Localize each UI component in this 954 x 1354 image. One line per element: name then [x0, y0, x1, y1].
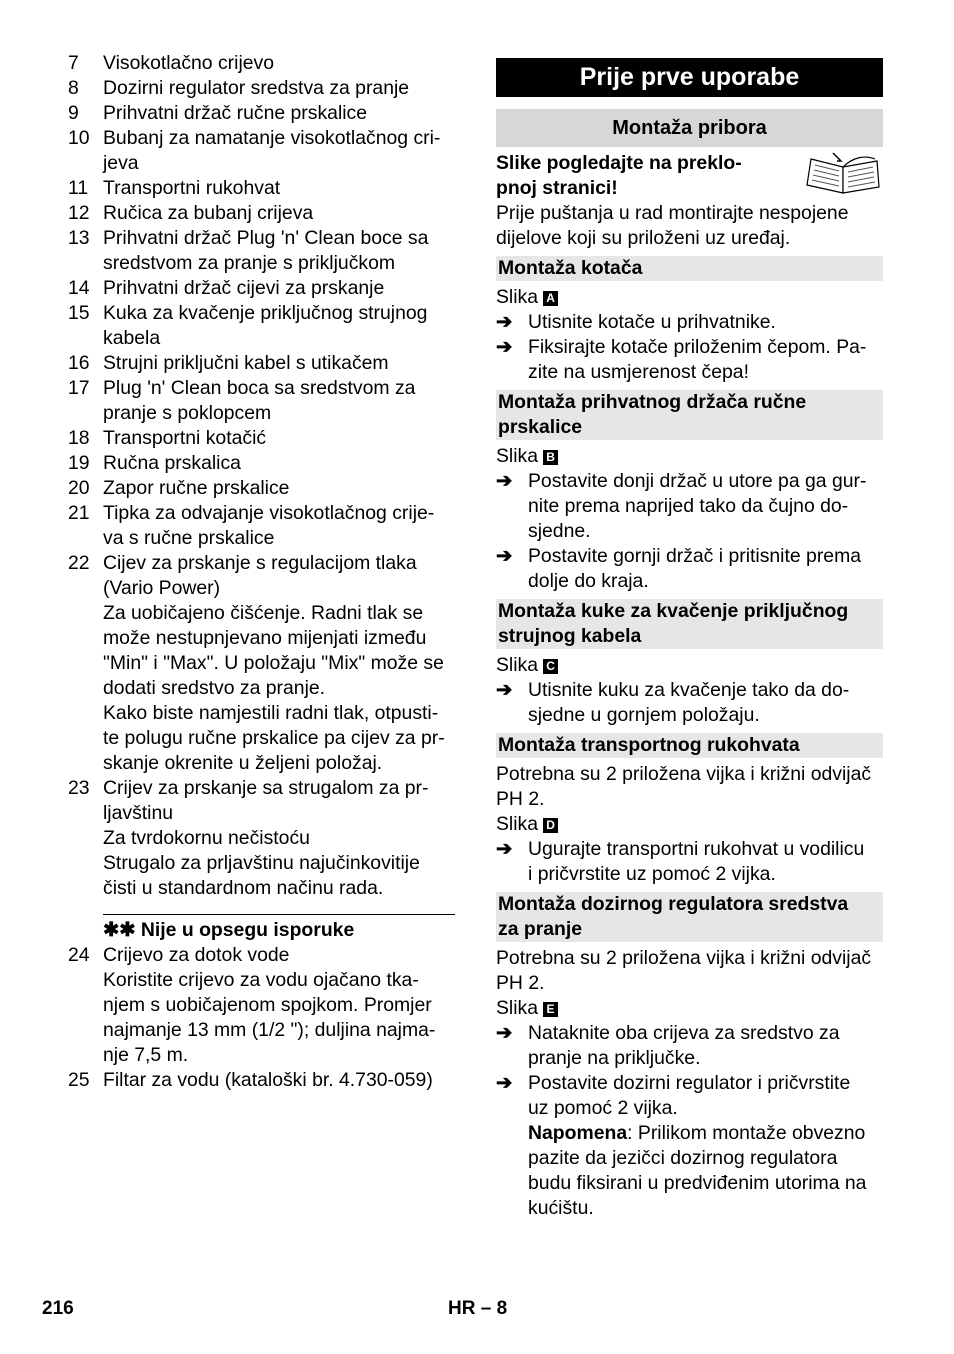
instruction-text	[528, 1071, 883, 1221]
list-item	[68, 551, 460, 776]
item-text-line: va s ručne prskalice	[103, 527, 275, 549]
subsection-heading-line: Montaža transportnog rukohvata	[498, 734, 800, 756]
instruction-step	[496, 837, 883, 887]
subsection-heading	[496, 256, 883, 281]
list-item	[68, 301, 460, 351]
figure-reference	[496, 653, 883, 678]
requirement-line: PH 2.	[496, 972, 545, 994]
page-number: 216	[42, 1298, 74, 1319]
figure-letter-badge: E	[543, 1002, 558, 1017]
figure-label: Slika	[496, 445, 539, 467]
subsection-heading	[496, 599, 883, 649]
separator-line	[103, 914, 455, 915]
item-text	[103, 301, 460, 351]
item-number: 20	[68, 477, 90, 499]
note-line: budu fiksirani u predviđenim utorima na	[528, 1172, 867, 1194]
instruction-line: nite prema naprijed tako da čujno do-	[528, 495, 849, 517]
instruction-text	[528, 678, 883, 728]
item-text	[103, 943, 460, 1068]
item-text	[103, 776, 460, 901]
item-text-line: Transportni rukohvat	[103, 177, 281, 199]
subsection-heading	[496, 390, 883, 440]
list-item	[68, 126, 460, 176]
assembly-sections	[496, 256, 883, 1221]
item-text	[103, 276, 460, 301]
item-text	[103, 76, 460, 101]
item-text-line: ljavštinu	[103, 802, 174, 824]
list-item	[68, 501, 460, 551]
arrow-icon: ➔	[496, 545, 513, 567]
item-number: 25	[68, 1069, 90, 1091]
footer-section: HR – 8	[448, 1298, 508, 1319]
note-line	[528, 1121, 883, 1146]
note-line: pazite da jezičci dozirnog regulatora	[528, 1147, 838, 1169]
item-text-line: Plug 'n' Clean boca sa sredstvom za	[103, 377, 416, 399]
item-text-line: njem s uobičajenom spojkom. Promjer	[103, 994, 432, 1016]
instruction-line: Fiksirajte kotače priloženim čepom. Pa-	[528, 336, 867, 358]
item-text-line: Crijev za prskanje sa strugalom za pr-	[103, 777, 429, 799]
figure-label: Slika	[496, 997, 539, 1019]
item-number: 12	[68, 202, 90, 224]
subsection-heading-line: za pranje	[498, 918, 583, 940]
list-item	[68, 351, 460, 376]
figure-label: Slika	[496, 286, 539, 308]
figure-reference	[496, 444, 883, 469]
item-text	[103, 1068, 460, 1093]
item-text	[103, 476, 460, 501]
item-text-line: može nestupnjevano mijenjati između	[103, 627, 427, 649]
item-text-line: Prihvatni držač Plug 'n' Clean boce sa	[103, 227, 429, 249]
list-item	[68, 451, 460, 476]
item-number: 11	[68, 177, 89, 199]
item-text-line: nje 7,5 m.	[103, 1044, 189, 1066]
instruction-line: zite na usmjerenost čepa!	[528, 361, 749, 383]
instruction-line: Postavite dozirni regulator i pričvrstite	[528, 1072, 851, 1094]
figure-reference	[496, 996, 883, 1021]
not-included-label: Nije u opsegu isporuke	[140, 919, 355, 941]
figure-letter-badge: D	[543, 818, 558, 833]
note-line: kućištu.	[528, 1197, 594, 1219]
item-text-line: Zapor ručne prskalice	[103, 477, 290, 499]
item-text-line: Transportni kotačić	[103, 427, 267, 449]
list-item	[68, 943, 460, 1068]
note-text: : Prilikom montaže obvezno	[627, 1122, 866, 1144]
list-item	[68, 226, 460, 276]
instruction-step	[496, 469, 883, 544]
requirement-line: PH 2.	[496, 788, 545, 810]
item-text-line: Strugalo za prljavštinu najučinkovitije	[103, 852, 420, 874]
list-item	[68, 51, 460, 76]
item-text-line: Strujni priključni kabel s utikačem	[103, 352, 389, 374]
item-text	[103, 101, 460, 126]
list-item	[68, 276, 460, 301]
instruction-step	[496, 544, 883, 594]
item-number: 21	[68, 502, 90, 524]
item-number: 16	[68, 352, 90, 374]
item-number: 24	[68, 944, 90, 966]
item-text	[103, 551, 460, 776]
item-text-line: Za tvrdokornu nečistoću	[103, 827, 310, 849]
subsection-heading-line: strujnog kabela	[498, 625, 642, 647]
page-title: Prije prve uporabe	[496, 58, 883, 97]
instruction-text	[528, 837, 883, 887]
subsection-heading-line: prskalice	[498, 416, 583, 438]
arrow-icon: ➔	[496, 1022, 513, 1044]
item-number: 9	[68, 102, 79, 124]
instruction-line: Ugurajte transportni rukohvat u vodilicu	[528, 838, 865, 860]
instruction-text	[528, 335, 883, 385]
arrow-icon: ➔	[496, 311, 513, 333]
item-number: 15	[68, 302, 90, 324]
intro-bold-line-1: Slike pogledajte na preklo-	[496, 152, 742, 174]
instruction-line: Postavite gornji držač i pritisnite prema	[528, 545, 862, 567]
note-label: Napomena	[528, 1122, 628, 1144]
instruction-text	[528, 544, 883, 594]
item-text	[103, 351, 460, 376]
item-number: 23	[68, 777, 90, 799]
subsection-heading-line: Montaža dozirnog regulatora sredstva	[498, 893, 849, 915]
figure-letter-badge: C	[543, 659, 558, 674]
item-text-line: Cijev za prskanje s regulacijom tlaka	[103, 552, 417, 574]
item-text-line: kabela	[103, 327, 161, 349]
instruction-text	[528, 310, 883, 335]
figure-label: Slika	[496, 813, 539, 835]
item-text-line: Kako biste namjestili radni tlak, otpusti-	[103, 702, 439, 724]
item-text	[103, 501, 460, 551]
arrow-icon: ➔	[496, 679, 513, 701]
item-number: 22	[68, 552, 90, 574]
item-text	[103, 201, 460, 226]
list-item	[68, 776, 460, 901]
subsection-heading	[496, 892, 883, 942]
subsection-heading-line: Montaža kotača	[498, 257, 643, 279]
instruction-line: dolje do kraja.	[528, 570, 649, 592]
figure-reference	[496, 812, 883, 837]
item-text-line: dodati sredstvo za pranje.	[103, 677, 326, 699]
asterisk-icon: ✱✱	[103, 919, 136, 941]
instruction-text	[528, 469, 883, 544]
instruction-line: uz pomoć 2 vijka.	[528, 1097, 678, 1119]
item-text-line: najmanje 13 mm (1/2 "); duljina najma-	[103, 1019, 436, 1041]
right-column	[496, 58, 883, 1221]
list-item	[68, 1068, 460, 1093]
item-text-line: Filtar za vodu (kataloški br. 4.730-059)	[103, 1069, 433, 1091]
item-text-line: pranje s poklopcem	[103, 402, 272, 424]
item-number: 17	[68, 377, 90, 399]
requirement-line: Potrebna su 2 priložena vijka i križni odvijač	[496, 947, 872, 969]
instruction-line: Utisnite kotače u prihvatnike.	[528, 311, 776, 333]
figure-label: Slika	[496, 654, 539, 676]
arrow-icon: ➔	[496, 1072, 513, 1094]
instruction-line: Postavite donji držač u utore pa ga gur-	[528, 470, 867, 492]
item-text	[103, 426, 460, 451]
item-text-line: Visokotlačno crijevo	[103, 52, 275, 74]
item-text	[103, 51, 460, 76]
item-number: 10	[68, 127, 90, 149]
item-text-line: čisti u standardnom načinu rada.	[103, 877, 384, 899]
item-text-line: Za uobičajeno čišćenje. Radni tlak se	[103, 602, 424, 624]
list-item	[68, 201, 460, 226]
item-text-line: sredstvom za pranje s priključkom	[103, 252, 396, 274]
item-text-line: Kuka za kvačenje priključnog strujnog	[103, 302, 428, 324]
item-number: 18	[68, 427, 90, 449]
item-text-line: Crijevo za dotok vode	[103, 944, 290, 966]
item-text-line: "Min" i "Max". U položaju "Mix" može se	[103, 652, 444, 674]
left-column	[68, 51, 460, 1093]
intro-text-line-2: dijelove koji su priloženi uz uređaj.	[496, 227, 791, 249]
open-book-icon	[803, 151, 883, 201]
item-text	[103, 376, 460, 426]
section-title: Montaža pribora	[496, 109, 883, 147]
instruction-line: sjedne.	[528, 520, 591, 542]
subsection-heading	[496, 733, 883, 758]
item-text-line: Tipka za odvajanje visokotlačnog crije-	[103, 502, 435, 524]
item-text-line: Prihvatni držač cijevi za prskanje	[103, 277, 385, 299]
arrow-icon: ➔	[496, 336, 513, 358]
instruction-step	[496, 335, 883, 385]
item-text	[103, 176, 460, 201]
list-item	[68, 376, 460, 426]
intro-text-line-1: Prije puštanja u rad montirajte nespojene	[496, 202, 849, 224]
intro	[496, 151, 883, 251]
list-item	[68, 176, 460, 201]
figure-reference	[496, 285, 883, 310]
subsection-heading-line: Montaža kuke za kvačenje priključnog	[498, 600, 849, 622]
item-text	[103, 451, 460, 476]
arrow-icon: ➔	[496, 838, 513, 860]
item-text-line: Ručna prskalica	[103, 452, 241, 474]
instruction-line: Utisnite kuku za kvačenje tako da do-	[528, 679, 850, 701]
list-item	[68, 101, 460, 126]
requirement-line: Potrebna su 2 priložena vijka i križni odvijač	[496, 763, 872, 785]
list-item	[68, 476, 460, 501]
item-text-line: Dozirni regulator sredstva za pranje	[103, 77, 410, 99]
instruction-line: pranje na priključke.	[528, 1047, 701, 1069]
arrow-icon: ➔	[496, 470, 513, 492]
item-number: 19	[68, 452, 90, 474]
list-item	[68, 426, 460, 451]
item-text-line: (Vario Power)	[103, 577, 221, 599]
item-text	[103, 126, 460, 176]
item-number: 7	[68, 52, 79, 74]
instruction-line: i pričvrstite uz pomoć 2 vijka.	[528, 863, 776, 885]
instruction-step	[496, 310, 883, 335]
instruction-step	[496, 1021, 883, 1071]
instruction-step	[496, 1071, 883, 1221]
instruction-step	[496, 678, 883, 728]
item-text-line: Koristite crijevo za vodu ojačano tka-	[103, 969, 419, 991]
item-text-line: te polugu ručne prskalice pa cijev za pr-	[103, 727, 445, 749]
list-item	[68, 76, 460, 101]
instruction-text	[528, 1021, 883, 1071]
instruction-line: sjedne u gornjem položaju.	[528, 704, 760, 726]
item-number: 8	[68, 77, 79, 99]
intro-bold-line-2: pnoj stranici!	[496, 177, 618, 199]
not-included-note	[103, 918, 460, 943]
item-text-line: jeva	[103, 152, 139, 174]
item-number: 14	[68, 277, 90, 299]
instruction-line: Nataknite oba crijeva za sredstvo za	[528, 1022, 840, 1044]
figure-letter-badge: B	[543, 450, 558, 465]
figure-letter-badge: A	[543, 291, 558, 306]
item-text-line: skanje okrenite u željeni položaj.	[103, 752, 383, 774]
subsection-heading-line: Montaža prihvatnog držača ručne	[498, 391, 807, 413]
item-text-line: Bubanj za namatanje visokotlačnog cri-	[103, 127, 441, 149]
item-number: 13	[68, 227, 90, 249]
item-text	[103, 226, 460, 276]
item-text-line: Prihvatni držač ručne prskalice	[103, 102, 368, 124]
item-text-line: Ručica za bubanj crijeva	[103, 202, 314, 224]
